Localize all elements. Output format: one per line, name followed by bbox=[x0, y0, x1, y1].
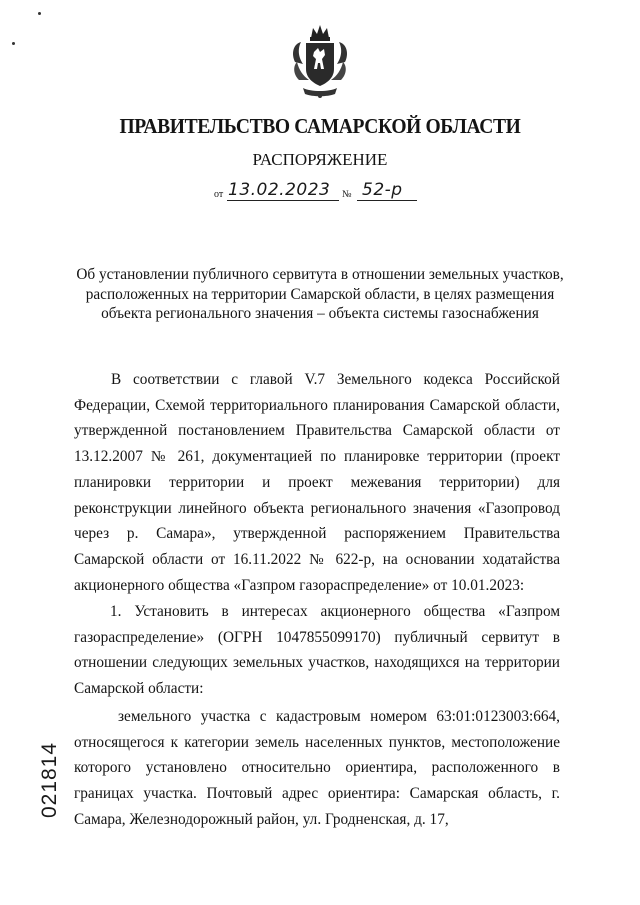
document-date: 13.02.2023 bbox=[228, 180, 331, 200]
preamble-paragraph: В соответствии с главой V.7 Земельного кодекса Российской Федерации, Схемой территориального планирования Самарской области, утвержденной постановлением Правительства Самарской области от 13.12.2007 № 261, документацией по планировке территории (проект планировки территории и проект межевания территории) для реконструкции линейного объекта регионального значения «Газопровод через р. Самара», утвержденной распоряжением Правительства Самарской области от 16.11.2022 № 622-р, на основании ходатайства акционерного общества «Газпром газораспределение» от 10.01.2023: bbox=[74, 371, 560, 594]
scan-speck bbox=[38, 12, 41, 15]
number-prefix: № bbox=[342, 189, 352, 200]
scan-speck bbox=[12, 42, 15, 45]
date-prefix: от bbox=[214, 189, 224, 200]
government-title: ПРАВИТЕЛЬСТВО САМАРСКОЙ ОБЛАСТИ bbox=[119, 114, 521, 138]
date-number-line bbox=[214, 180, 424, 204]
document-subject: Об установлении публичного сервитута в отношении земельных участков, расположенных на территории Самарской области, в целях размещения объекта регионального значения – объекта системы газоснабжения bbox=[76, 266, 564, 322]
serial-number: 021814 bbox=[38, 741, 61, 819]
number-underline bbox=[357, 200, 417, 201]
document-type: РАСПОРЯЖЕНИЕ bbox=[252, 150, 388, 169]
samara-coat-of-arms-icon bbox=[289, 22, 351, 100]
clause-1-paragraph: 1. Установить в интересах акционерного общества «Газпром газораспределение» (ОГРН 1047855099170) публичный сервитут в отношении следующих земельных участков, находящихся на территории Самарской области: bbox=[74, 603, 560, 698]
date-underline bbox=[227, 200, 339, 201]
document-number: 52-р bbox=[362, 180, 403, 200]
land-plot-paragraph: земельного участка с кадастровым номером 63:01:0123003:664, относящегося к категории земель населенных пунктов, местоположение которого установлено относительно ориентира, расположенного в границах участка. Почтовый адрес ориентира: Самарская область, г. Самара, Железнодорожный район, ул. Гродненская, д. 17, bbox=[74, 708, 560, 828]
